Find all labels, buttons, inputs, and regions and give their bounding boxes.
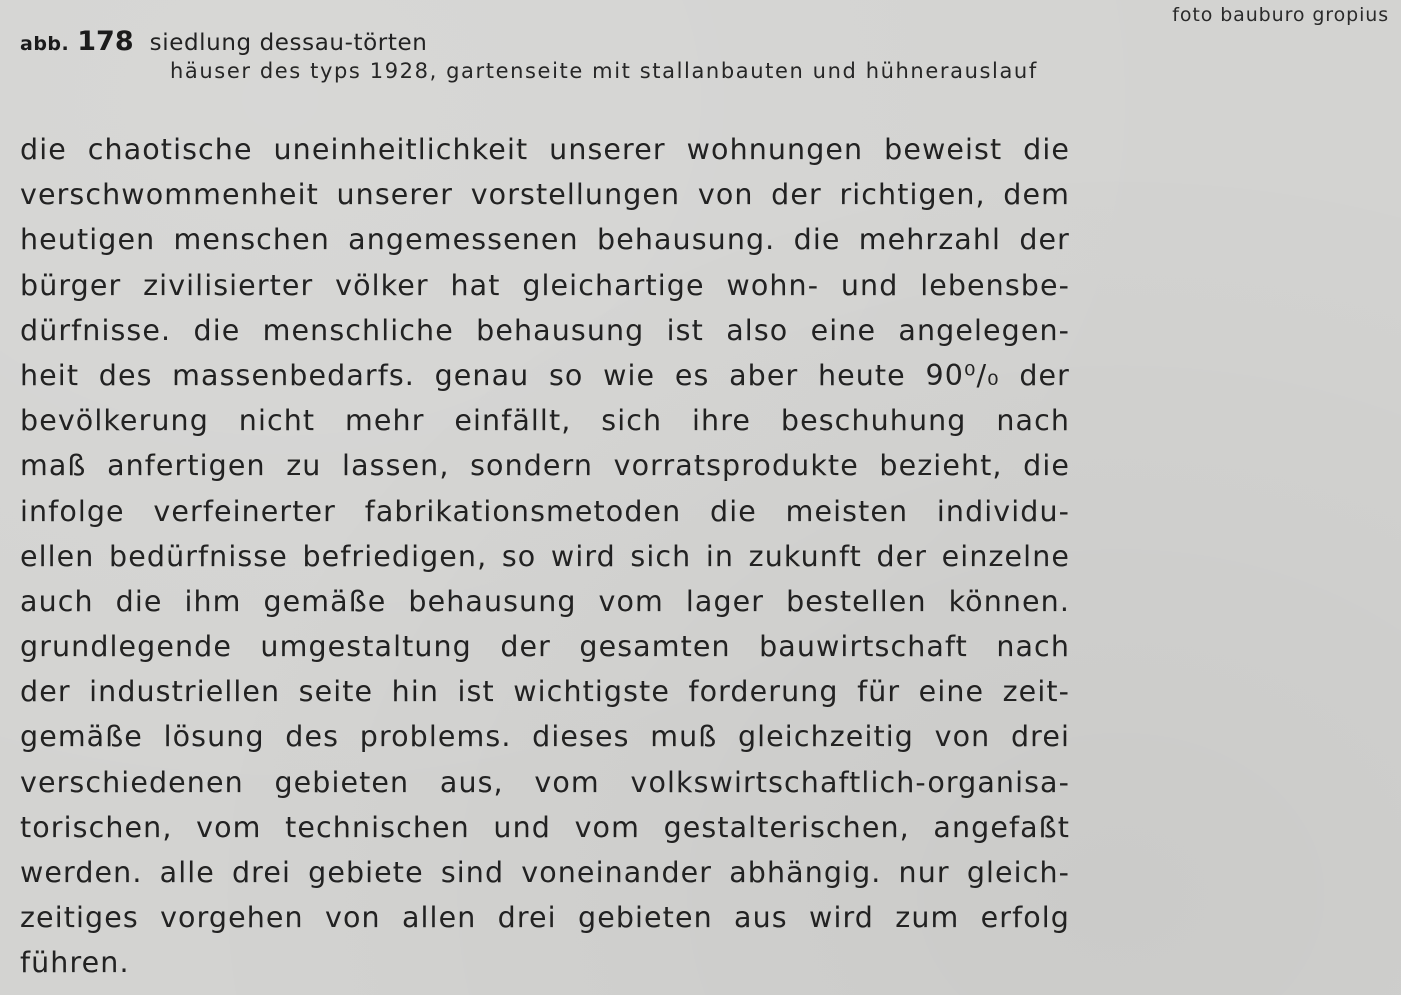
text-line: heit des massenbedarfs. genau so wie es aber heute 90⁰/₀ der [20,358,1070,392]
body-text [20,127,1070,986]
text-line: führen. [20,946,130,980]
text-line: grundlegende umgestaltung der gesamten bauwirtschaft nach [20,630,1070,664]
text-line: bürger zivilisierter völker hat gleichartige wohn- und lebensbe- [20,268,1070,302]
text-line: dürfnisse. die menschliche behausung ist also eine angelegen- [20,313,1070,347]
text-line: maß anfertigen zu lassen, sondern vorratsprodukte bezieht, die [20,449,1070,483]
text-line: gemäße lösung des problems. dieses muß gleichzeitig von drei [20,720,1070,754]
text-line: die chaotische uneinheitlichkeit unserer wohnungen beweist die [20,133,1070,166]
text-line: infolge verfeinerter fabrikationsmetoden die meisten individu- [20,494,1070,528]
caption-subtitle: häuser des typs 1928, gartenseite mit stallanbauten und hühnerauslauf [170,59,1038,83]
caption-label: abb. [20,33,70,55]
caption-number: 178 [77,26,134,57]
text-line: der industriellen seite hin ist wichtigste forderung für eine zeit- [20,675,1070,709]
photo-credit: foto bauburo gropius [1172,4,1389,26]
text-line: werden. alle drei gebiete sind voneinander abhängig. nur gleich- [20,856,1070,889]
text-line: verschwommenheit unserer vorstellungen von der richtigen, dem [20,178,1070,212]
text-line: ellen bedürfnisse befriedigen, so wird sich in zukunft der einzelne [20,539,1070,573]
caption-title: siedlung dessau-törten [149,30,428,56]
text-line: bevölkerung nicht mehr einfällt, sich ihre beschuhung nach [20,404,1070,438]
figure-caption [20,26,1280,83]
caption-heading [20,26,1280,57]
text-line: heutigen menschen angemessenen behausung. die mehrzahl der [20,223,1070,257]
text-line: zeitiges vorgehen von allen drei gebieten aus wird zum erfolg [20,901,1070,935]
text-line: auch die ihm gemäße behausung vom lager bestellen können. [20,584,1070,618]
text-line: torischen, vom technischen und vom gestalterischen, angefaßt [20,810,1070,844]
text-line: verschiedenen gebieten aus, vom volkswirtschaftlich-organisa- [20,765,1070,799]
